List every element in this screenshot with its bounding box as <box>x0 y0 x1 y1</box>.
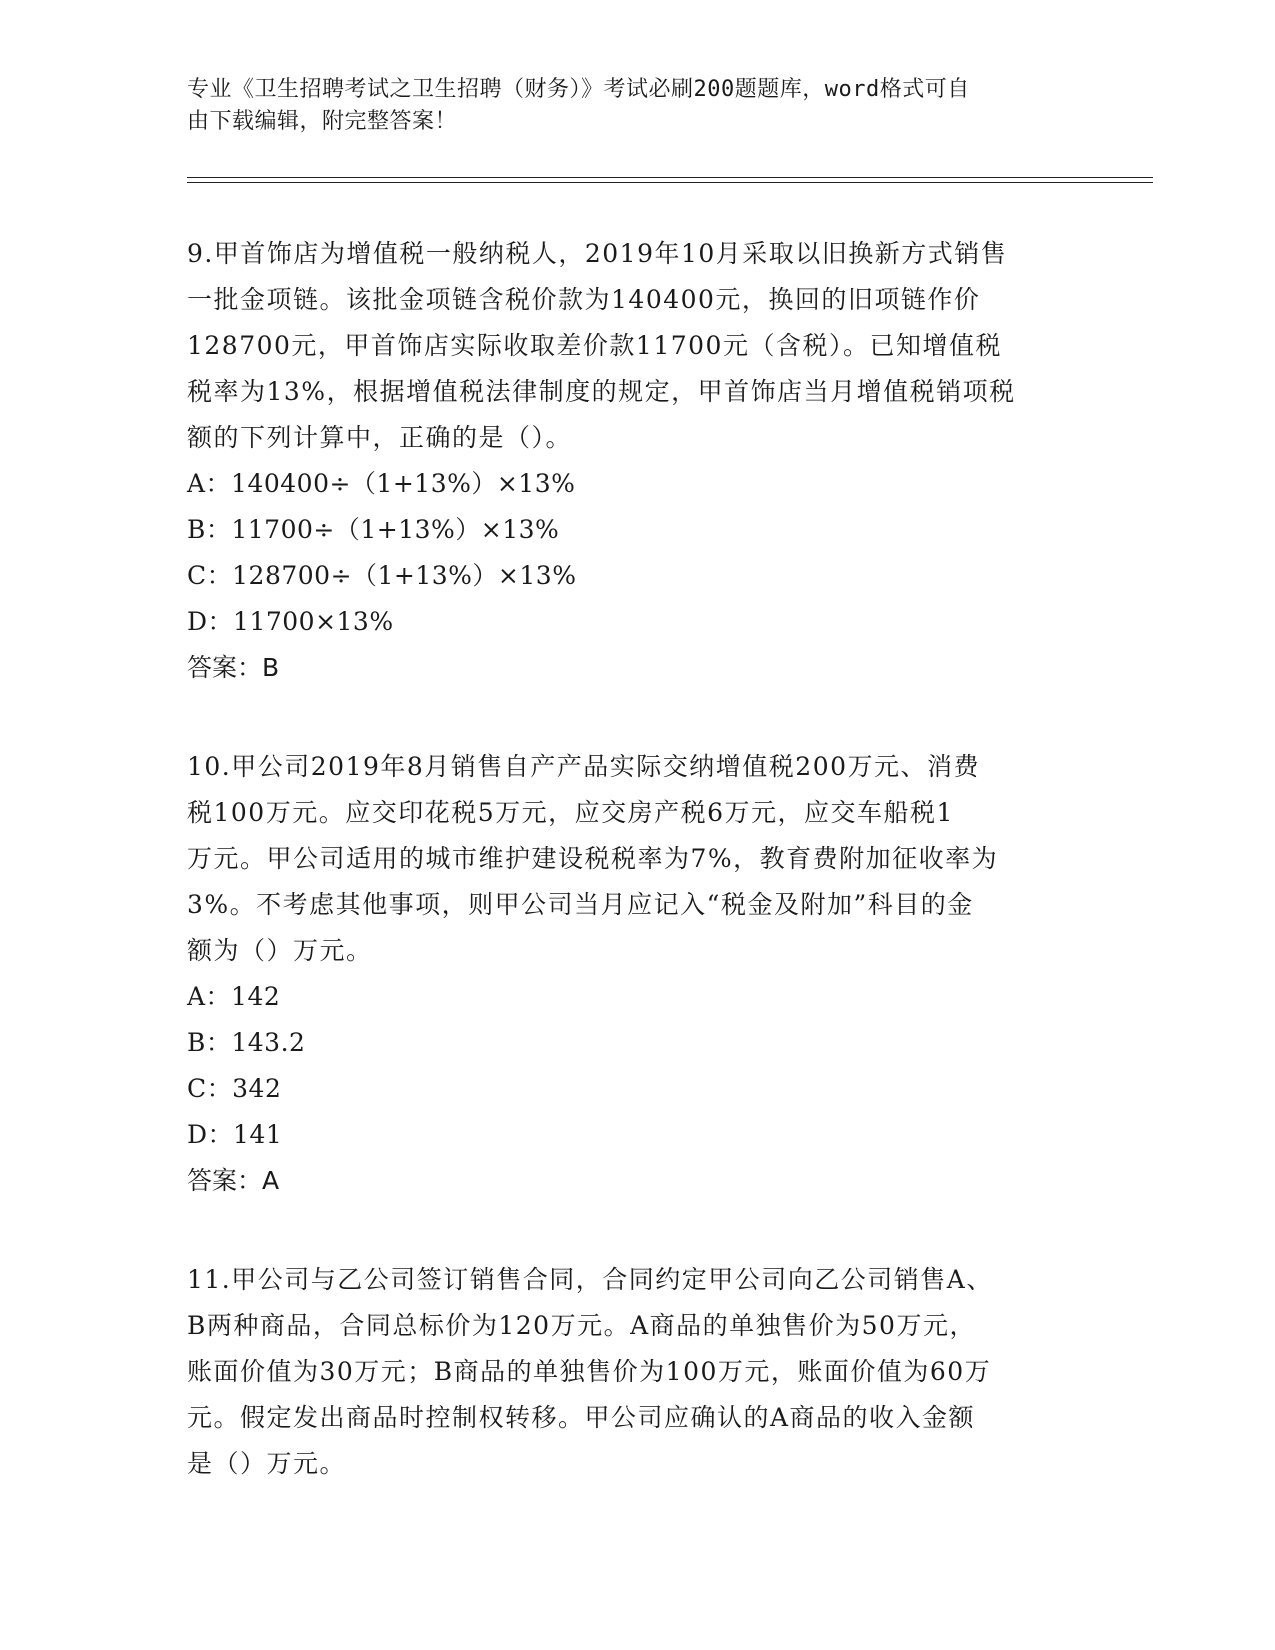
question-line: 账面价值为30万元；B商品的单独售价为100万元，账面价值为60万 <box>187 1357 992 1386</box>
header-rule-top <box>187 177 1153 178</box>
question-line: 11.甲公司与乙公司签订销售合同，合同约定甲公司向乙公司销售A、 <box>187 1265 993 1294</box>
header-line-1: 专业《卫生招聘考试之卫生招聘（财务）》考试必刷200题题库，word格式可自 <box>187 77 970 102</box>
option-a: A：142 <box>187 982 281 1011</box>
question-9 <box>187 231 1087 691</box>
option-c: C：342 <box>187 1074 282 1103</box>
question-line: 税率为13%，根据增值税法律制度的规定，甲首饰店当月增值税销项税 <box>187 377 1016 406</box>
question-line: 是（）万元。 <box>187 1449 347 1478</box>
option-d: D：11700×13% <box>187 607 394 636</box>
question-line: 元。假定发出商品时控制权转移。甲公司应确认的A商品的收入金额 <box>187 1403 976 1432</box>
question-text <box>187 744 1087 974</box>
question-text <box>187 1257 1087 1487</box>
question-line: 9.甲首饰店为增值税一般纳税人，2019年10月采取以旧换新方式销售 <box>187 239 1008 268</box>
question-10 <box>187 744 1087 1204</box>
question-line: 一批金项链。该批金项链含税价款为140400元，换回的旧项链作价 <box>187 285 981 314</box>
option-b: B：11700÷（1+13%）×13% <box>187 515 560 544</box>
question-line: 128700元，甲首饰店实际收取差价款11700元（含税）。已知增值税 <box>187 331 1002 360</box>
question-line: B两种商品，合同总标价为120万元。A商品的单独售价为50万元， <box>187 1311 976 1340</box>
option-d: D：141 <box>187 1120 283 1149</box>
question-line: 额的下列计算中，正确的是（）。 <box>187 423 573 452</box>
question-line: 3%。不考虑其他事项，则甲公司当月应记入“税金及附加”科目的金 <box>187 890 974 919</box>
document-header <box>187 74 1077 138</box>
header-line-2: 由下载编辑，附完整答案！ <box>187 109 458 134</box>
option-b: B：143.2 <box>187 1028 306 1057</box>
question-line: 万元。甲公司适用的城市维护建设税税率为7%，教育费附加征收率为 <box>187 844 999 873</box>
header-rule-bottom <box>187 182 1153 183</box>
question-line: 税100万元。应交印花税5万元，应交房产税6万元，应交车船税1 <box>187 798 954 827</box>
option-c: C：128700÷（1+13%）×13% <box>187 561 577 590</box>
answer-label: 答案：B <box>187 653 280 682</box>
question-text <box>187 231 1087 461</box>
question-line: 10.甲公司2019年8月销售自产产品实际交纳增值税200万元、消费 <box>187 752 981 781</box>
question-line: 额为（）万元。 <box>187 936 373 965</box>
question-11 <box>187 1257 1087 1487</box>
question-list <box>187 231 1087 1540</box>
answer-label: 答案：A <box>187 1166 280 1195</box>
option-a: A：140400÷（1+13%）×13% <box>187 469 576 498</box>
